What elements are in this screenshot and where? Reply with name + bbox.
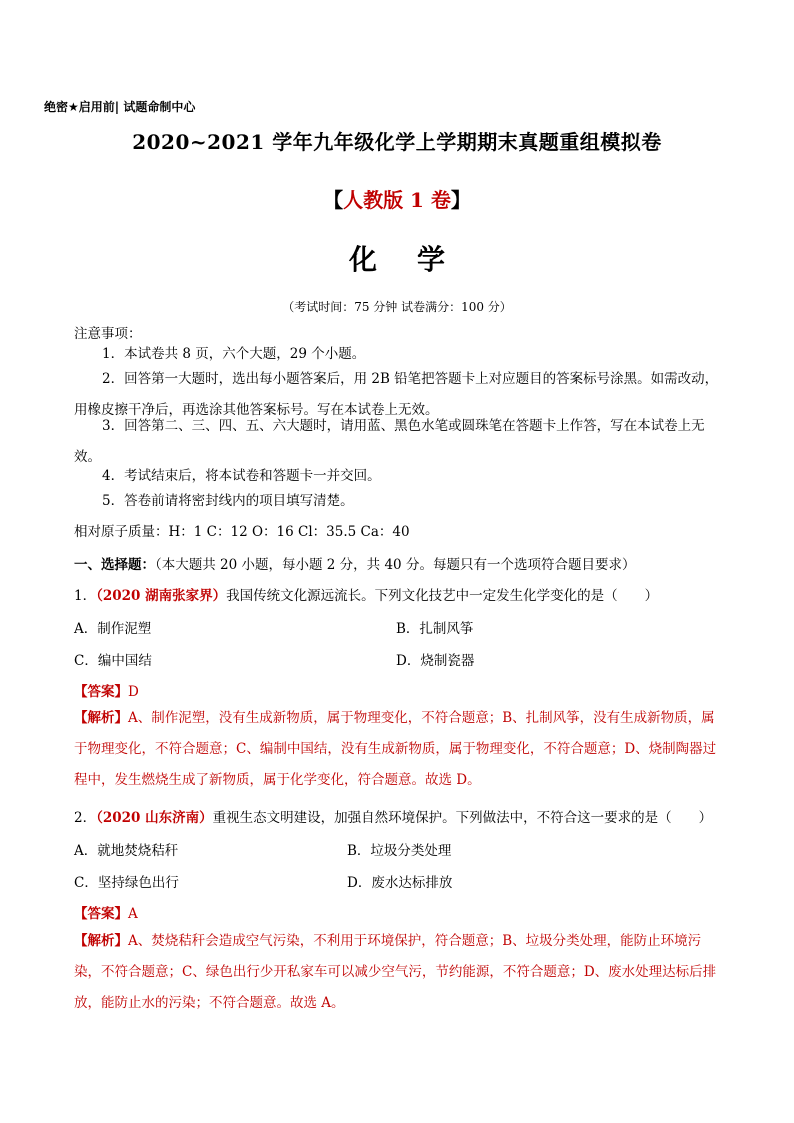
- note-item: 3．回答第二、三、四、五、六大题时，请用蓝、黑色水笔或圆珠笔在答题卡上作答，写在本试卷上无效。: [74, 418, 705, 465]
- edition-text: 人教版 1 卷: [343, 188, 451, 212]
- option-a: A．就地焚烧秸秆: [74, 843, 179, 859]
- question-number: 1．: [74, 588, 97, 604]
- question-text: 重视生态文明建设，加强自然环境保护。下列做法中，不符合这一要求的是（ ）: [212, 810, 713, 826]
- note-item: 4．考试结束后，将本试卷和答题卡一并交回。: [102, 468, 381, 484]
- question-source: （2020 湖南张家界）: [96, 588, 227, 604]
- question-number: 2．: [74, 810, 97, 826]
- exam-title: 2020~2021 学年九年级化学上学期期末真题重组模拟卷: [132, 130, 662, 154]
- analysis-text: A、制作泥塑，没有生成新物质，属于物理变化，不符合题意；B、扎制风筝，没有生成新物质，属于物理变化，不符合题意；C、编制中国结，没有生成新物质，属于物理变化，不符合题意；D、烧制陶器过程中，发生燃烧生成了新物质，属于化学变化，符合题意。故选 D。: [74, 710, 717, 788]
- secret-label: 绝密★启用前| 试题命制中心: [44, 100, 196, 114]
- question-text: 我国传统文化源远流长。下列文化技艺中一定发生化学变化的是（ ）: [226, 588, 659, 604]
- edition-close-bracket: 】: [450, 188, 471, 212]
- section-title: 一、选择题：: [74, 557, 155, 573]
- option-b: B．扎制风筝: [396, 621, 474, 637]
- edition-label: [0, 184, 794, 213]
- answer-label: 【答案】: [74, 684, 128, 700]
- question-stem: [74, 806, 712, 826]
- analysis-text: A、焚烧秸秆会造成空气污染，不利用于环境保护，符合题意；B、垃圾分类处理，能防止环境污染，不符合题意；C、绿色出行少开私家车可以减少空气污，节约能源，不符合题意；D、废水处理达标后排放，能防止水的污染；不符合题意。故选 A。: [74, 933, 717, 1011]
- edition-open-bracket: 【: [323, 188, 344, 212]
- question-stem: [74, 584, 658, 604]
- section-heading: [74, 553, 635, 573]
- option-c: C．坚持绿色出行: [74, 875, 179, 891]
- answer: [74, 680, 139, 700]
- analysis-label: 【解析】: [74, 710, 128, 726]
- option-a: A．制作泥塑: [74, 621, 152, 637]
- analysis: [74, 703, 728, 796]
- section-desc: （本大题共 20 小题，每小题 2 分，共 40 分。每题只有一个选项符合题目要求）: [155, 557, 636, 573]
- note-item: 2．回答第一大题时，选出每小题答案后，用 2B 铅笔把答题卡上对应题目的答案标号涂黑。如需改动，用橡皮擦干净后，再选涂其他答案标号。写在本试卷上无效。: [74, 371, 719, 418]
- option-d: D．废水达标排放: [347, 875, 453, 891]
- notes-heading: 注意事项：: [74, 326, 142, 342]
- answer-value: D: [128, 684, 139, 700]
- answer-value: A: [128, 906, 138, 922]
- answer-label: 【答案】: [74, 906, 128, 922]
- atomic-mass: 相对原子质量：H：1 C：12 O：16 Cl：35.5 Ca：40: [74, 524, 410, 540]
- note-item: 5．答卷前请将密封线内的项目填写清楚。: [102, 493, 354, 509]
- analysis: [74, 926, 728, 1019]
- time-info: （考试时间：75 分钟 试卷满分：100 分）: [282, 300, 512, 314]
- subject-title: 化学: [348, 243, 485, 276]
- question-source: （2020 山东济南）: [96, 810, 213, 826]
- note-item: 1．本试卷共 8 页，六个大题，29 个小题。: [102, 346, 366, 362]
- option-c: C．编中国结: [74, 653, 152, 669]
- analysis-label: 【解析】: [74, 933, 128, 949]
- answer: [74, 902, 138, 922]
- option-b: B．垃圾分类处理: [347, 843, 452, 859]
- option-d: D．烧制瓷器: [396, 653, 475, 669]
